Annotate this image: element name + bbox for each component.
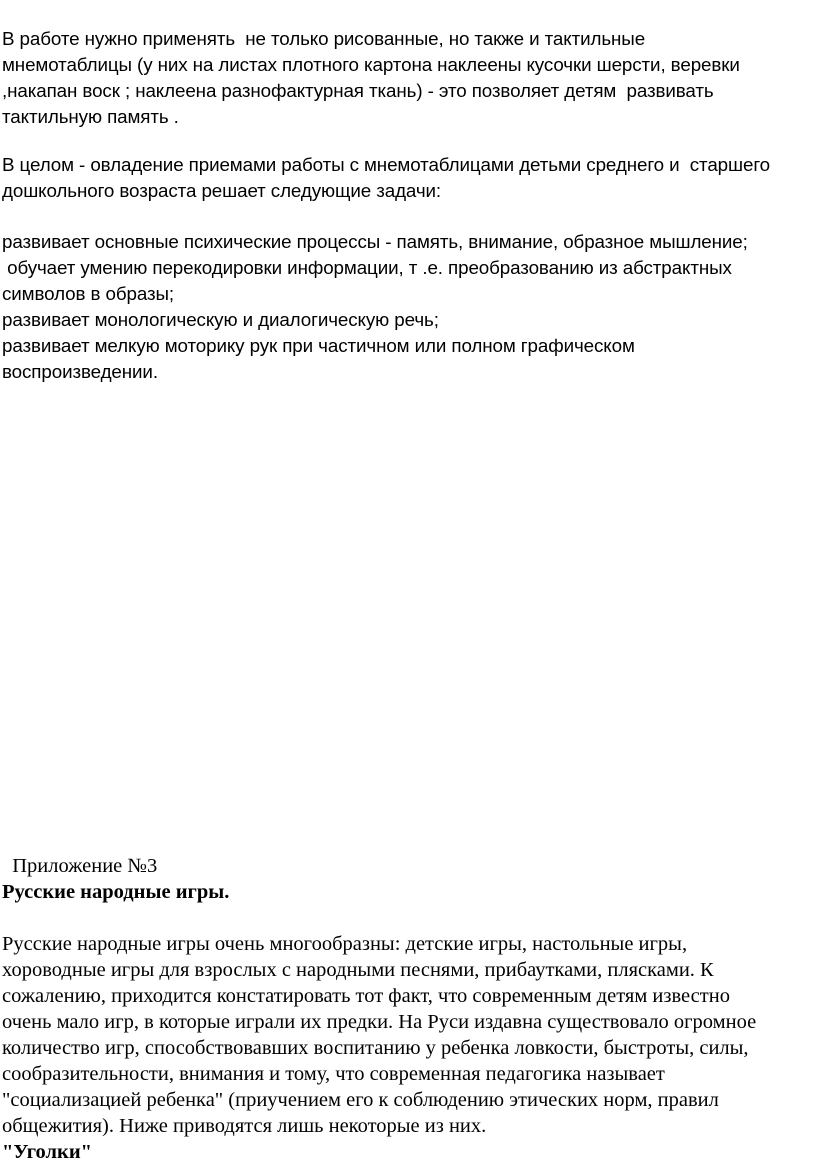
game-title: "Уголки" — [2, 1141, 93, 1163]
tasks-list — [2, 229, 814, 385]
list-item: развивает монологическую и диалогическую речь; — [2, 309, 439, 330]
text-line: мнемотаблицы (у них на листах плотного картона наклеены кусочки шерсти, веревки — [2, 54, 740, 75]
text-line: В целом - овладение приемами работы с мнемотаблицами детьми среднего и старшего — [2, 154, 771, 175]
text-line: тактильную память . — [2, 106, 179, 127]
text-line: хороводные игры для взрослых с народными песнями, прибаутками, плясками. К — [2, 959, 714, 981]
text-line: общежития). Ниже приводятся лишь некоторые из них. — [2, 1115, 487, 1137]
list-item: воспроизведении. — [2, 361, 158, 382]
appendix-heading — [2, 853, 814, 905]
text-line: ,накапан воск ; наклеена разнофактурная ткань) - это позволяет детям развивать — [2, 80, 714, 101]
text-line: сожалению, приходится констатировать тот факт, что современным детям известно — [2, 985, 730, 1007]
text-line: очень мало игр, в которые играли их предки. На Руси издавна существовало огромное — [2, 1011, 757, 1033]
text-line: В работе нужно применять не только рисованные, но также и тактильные — [2, 28, 646, 49]
appendix-title: Русские народные игры. — [2, 881, 230, 903]
paragraph-folk-games — [2, 931, 814, 1165]
paragraph-tactile-tables — [2, 26, 814, 130]
text-line: "социализацией ребенка" (приучением его к соблюдению этических норм, правил — [2, 1089, 719, 1111]
appendix-label: Приложение №3 — [2, 855, 158, 877]
text-line: дошкольного возраста решает следующие задачи: — [2, 180, 442, 201]
list-item: обучает умению перекодировки информации, т .е. преобразованию из абстрактных — [2, 257, 732, 278]
text-line: сообразительности, внимания и тому, что современная педагогика называет — [2, 1063, 665, 1085]
list-item: развивает мелкую моторику рук при частичном или полном графическом — [2, 335, 635, 356]
text-line: количество игр, способствовавших воспитанию у ребенка ловкости, быстроты, силы, — [2, 1037, 749, 1059]
paragraph-tasks-intro — [2, 152, 814, 204]
text-line: Русские народные игры очень многообразны: детские игры, настольные игры, — [2, 933, 688, 955]
list-item: символов в образы; — [2, 283, 175, 304]
list-item: развивает основные психические процессы - память, внимание, образное мышление; — [2, 231, 748, 252]
